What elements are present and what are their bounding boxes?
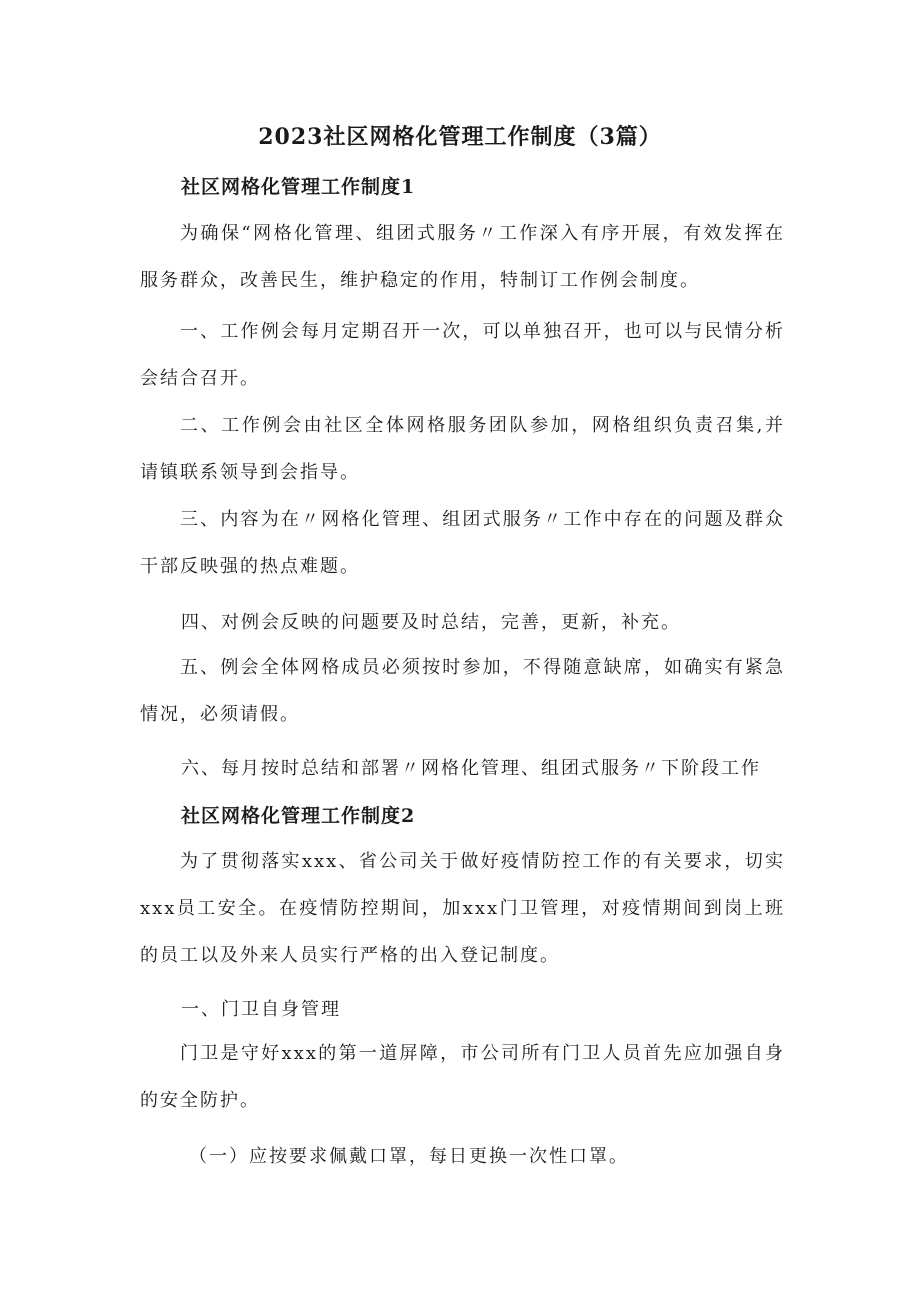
section-1-item-4: 四、对例会反映的问题要及时总结，完善，更新，补充。 [181, 612, 681, 633]
section-1-heading: 社区网格化管理工作制度1 [181, 176, 416, 198]
section-2-heading: 社区网格化管理工作制度2 [181, 805, 416, 827]
section-2-sub-heading: 一、门卫自身管理 [181, 999, 341, 1020]
section-2-intro: 为了贯彻落实xxx、省公司关于做好疫情防控工作的有关要求，切实xxx员工安全。在疫情防控期间，加xxx门卫管理，对疫情期间到岗上班的员工以及外来人员实行严格的出入登记制度。 [140, 851, 785, 966]
section-2-sub-intro: 门卫是守好xxx的第一道屏障，市公司所有门卫人员首先应加强自身的安全防护。 [140, 1043, 785, 1111]
section-1-item-3: 三、内容为在〃网格化管理、组团式服务〃工作中存在的问题及群众干部反映强的热点难题。 [140, 509, 785, 577]
section-1-item-6: 六、每月按时总结和部署〃网格化管理、组团式服务〃下阶段工作 [181, 758, 761, 779]
section-1-intro: 为确保“网格化管理、组团式服务〃工作深入有序开展，有效发挥在服务群众，改善民生，维护稳定的作用，特制订工作例会制度。 [140, 223, 785, 291]
document-title: 2023社区网格化管理工作制度（3篇） [258, 124, 662, 150]
section-1-item-2: 二、工作例会由社区全体网格服务团队参加，网格组织负责召集,并请镇联系领导到会指导。 [140, 415, 785, 483]
section-2-sub-item: （一）应按要求佩戴口罩，每日更换一次性口罩。 [189, 1146, 629, 1167]
section-1-item-1: 一、工作例会每月定期召开一次，可以单独召开，也可以与民情分析会结合召开。 [140, 321, 785, 389]
section-1-item-5: 五、例会全体网格成员必须按时参加，不得随意缺席，如确实有紧急情况，必须请假。 [140, 657, 785, 725]
